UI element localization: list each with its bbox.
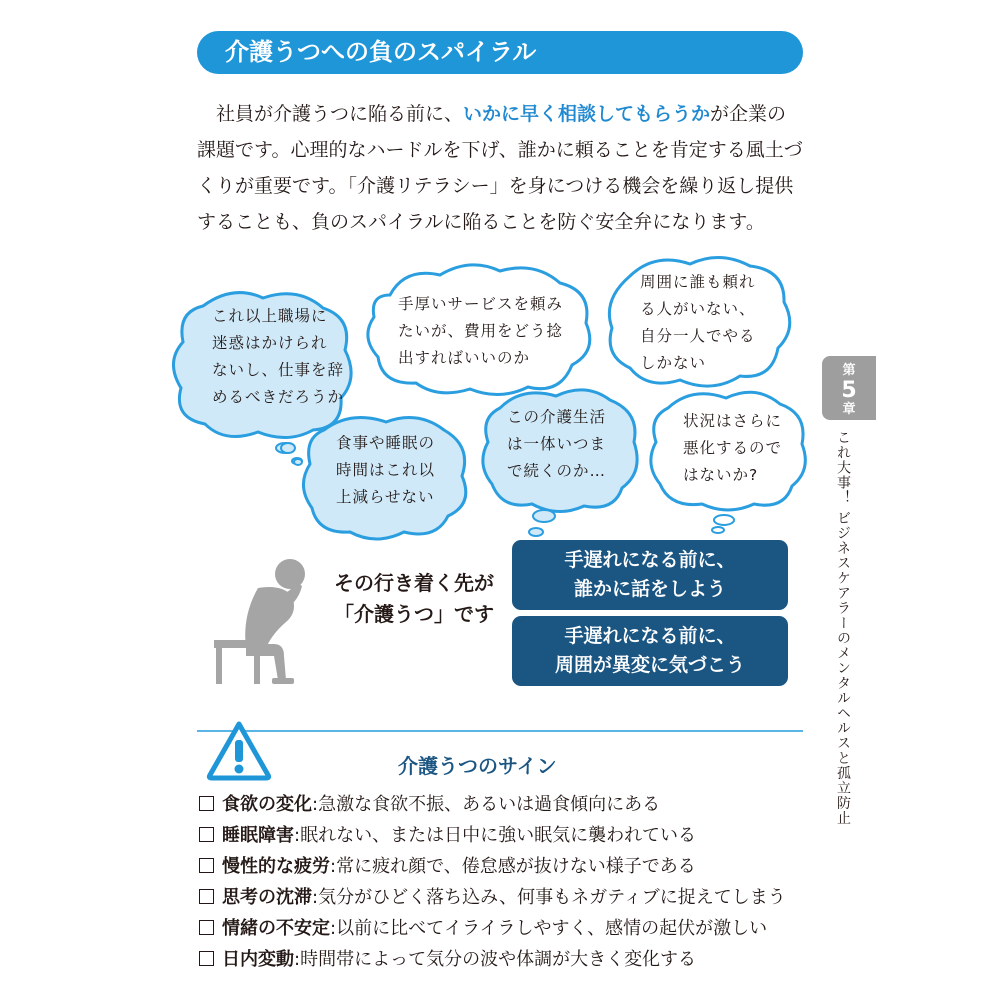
action-box-talk: 手遅れになる前に、 誰かに話をしよう	[512, 540, 788, 610]
sign-desc: :常に疲れ顔で、倦怠感が抜けない様子である	[330, 856, 696, 877]
sign-desc: :時間帯によって気分の波や体調が大きく変化する	[294, 949, 697, 970]
sign-term: 睡眠障害	[222, 825, 294, 846]
section-title: 介護うつへの負のスパイラル	[197, 31, 803, 74]
sign-desc: :以前に比べてイライラしやすく、感情の起伏が激しい	[330, 918, 768, 939]
sign-term: 日内変動	[222, 949, 294, 970]
thought-text-1: これ以上職場に 迷惑はかけられ ないし、仕事を辞 めるべきだろうか	[212, 307, 345, 406]
thought-text-3: 周囲に誰も頼れ る人がいない、 自分一人でやる しかない	[640, 273, 756, 372]
chapter-number: 5	[841, 378, 857, 403]
signs-checklist	[197, 789, 817, 975]
thought-trail-4	[278, 440, 308, 470]
action-box-notice: 手遅れになる前に、 周囲が異変に気づこう	[512, 616, 788, 686]
checkbox-icon	[199, 951, 214, 966]
checkbox-icon	[199, 827, 214, 842]
intro-text-after: が企業の課題です。心理的なハードルを下げ、誰かに頼ることを肯定する風土づくりが重要です。「介護リテラシー」を身につける機会を繰り返し提供することも、負のスパイラルに陥ることを防ぐ安全弁になります。	[197, 103, 803, 233]
sign-item	[197, 820, 817, 851]
sign-item	[197, 851, 817, 882]
chapter-tab	[822, 356, 876, 420]
chapter-prefix: 第	[842, 363, 856, 378]
section-divider	[197, 730, 803, 732]
sign-term: 食欲の変化	[222, 794, 312, 815]
outcome-text: その行き着く先が 「介護うつ」です	[334, 571, 494, 626]
sign-term: 情緒の不安定	[222, 918, 330, 939]
intro-highlight: いかに早く相談してもらうか	[463, 103, 711, 125]
warning-icon	[204, 718, 274, 782]
sign-term: 思考の沈滞	[222, 887, 312, 908]
sign-item	[197, 882, 817, 913]
thought-text-2: 手厚いサービスを頼み たいが、費用をどう捻 出すればいいのか	[398, 295, 564, 367]
thought-text-5: この介護生活 は一体いつま で続くのか…	[507, 408, 607, 480]
sign-desc: :急激な食欲不振、あるいは過食傾向にある	[312, 794, 661, 815]
chapter-suffix: 章	[842, 402, 856, 417]
signs-title: 介護うつのサイン	[398, 754, 557, 778]
sign-item	[197, 913, 817, 944]
sign-desc: :気分がひどく落ち込み、何事もネガティブに捉えてしまう	[312, 887, 786, 908]
intro-text-before: 社員が介護うつに陥る前に、	[216, 103, 464, 125]
depressed-person-illustration	[212, 552, 318, 686]
sign-term: 慢性的な疲労	[222, 856, 330, 877]
sign-desc: :眠れない、または日中に強い眠気に襲われている	[294, 825, 697, 846]
intro-paragraph	[197, 96, 803, 240]
thought-text-6: 状況はさらに 悪化するので はないか?	[683, 412, 783, 484]
checkbox-icon	[199, 889, 214, 904]
checkbox-icon	[199, 796, 214, 811]
checkbox-icon	[199, 920, 214, 935]
sign-item	[197, 789, 817, 820]
thought-text-4: 食事や睡眠の 時間はこれ以 上減らせない	[336, 434, 436, 506]
checkbox-icon	[199, 858, 214, 873]
sign-item	[197, 944, 817, 975]
chapter-title: これ大事！ ビジネスケアラーのメンタルヘルスと孤立防止	[835, 430, 851, 826]
